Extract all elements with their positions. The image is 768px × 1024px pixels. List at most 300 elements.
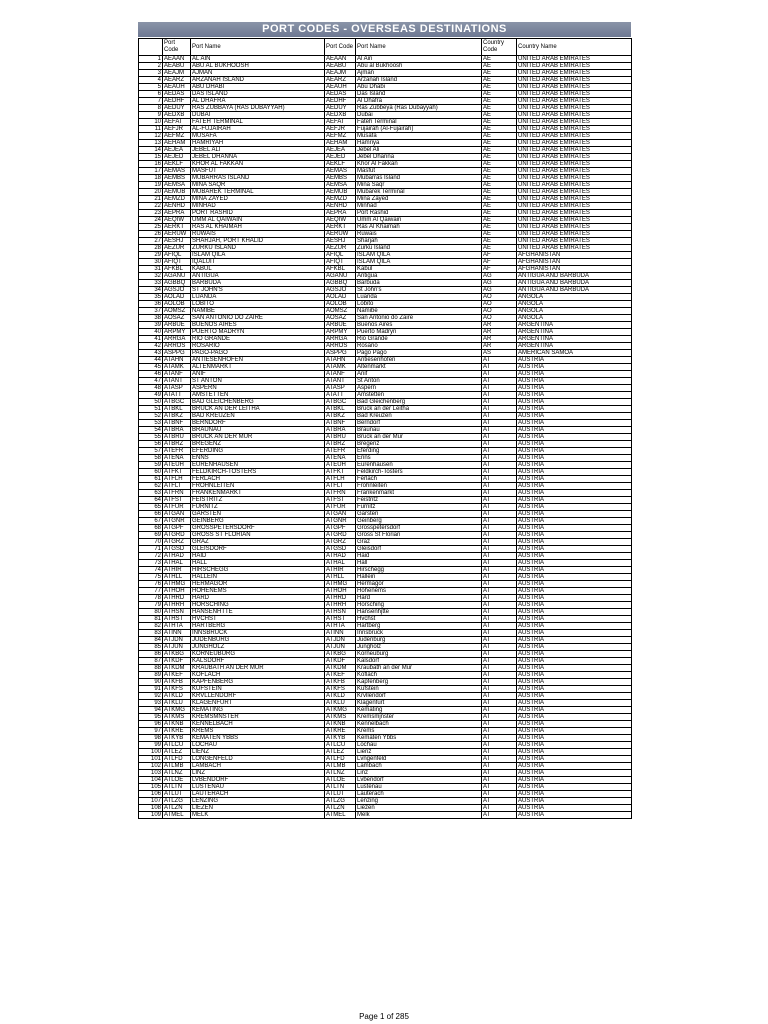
port-code-cell: ATHAL — [163, 560, 191, 567]
table-row — [139, 588, 632, 595]
table-row — [139, 91, 632, 98]
port-code-alt-cell: AEKLF — [325, 161, 356, 168]
table-row — [139, 399, 632, 406]
port-code-cell: AEFAT — [163, 119, 191, 126]
row-number-cell: 47 — [139, 378, 163, 385]
port-code-cell: ATJUN — [163, 644, 191, 651]
port-name-alt-cell: Masfut — [356, 168, 482, 175]
table-row — [139, 168, 632, 175]
row-number-cell: 15 — [139, 154, 163, 161]
port-code-cell: AEJED — [163, 154, 191, 161]
table-row — [139, 763, 632, 770]
country-name-cell: AUSTRIA — [517, 798, 632, 805]
table-row — [139, 378, 632, 385]
port-name-alt-cell: Garsten — [356, 511, 482, 518]
country-code-cell: AT — [482, 679, 517, 686]
port-code-cell: ATINN — [163, 630, 191, 637]
port-name-cell: SAN ANTONIO DO ZAIRE — [191, 315, 325, 322]
port-name-alt-cell: Das Island — [356, 91, 482, 98]
port-name-alt-cell: Hohenems — [356, 588, 482, 595]
row-number-cell: 29 — [139, 252, 163, 259]
port-name-cell: MUBAREK TERMINAL — [191, 189, 325, 196]
port-name-cell: KHOR AL FAKKAN — [191, 161, 325, 168]
country-code-cell: AE — [482, 224, 517, 231]
port-name-cell: MINA ZAYED — [191, 196, 325, 203]
page-title: PORT CODES - OVERSEAS DESTINATIONS — [138, 22, 631, 37]
port-code-cell: AFIQL — [163, 252, 191, 259]
port-name-cell: KEMATEN YBBS — [191, 735, 325, 742]
table-row — [139, 98, 632, 105]
country-name-cell: AUSTRIA — [517, 672, 632, 679]
port-name-alt-cell: Braunau — [356, 427, 482, 434]
port-name-cell: GROSSPETERSDORF — [191, 525, 325, 532]
row-number-cell: 101 — [139, 756, 163, 763]
table-row — [139, 756, 632, 763]
country-name-cell: AUSTRIA — [517, 490, 632, 497]
port-name-alt-cell: Feistritz — [356, 497, 482, 504]
port-code-cell: ATANF — [163, 371, 191, 378]
table-row — [139, 602, 632, 609]
port-name-alt-cell: Jebel Dhanna — [356, 154, 482, 161]
port-name-cell: BRAUNAU — [191, 427, 325, 434]
port-code-alt-cell: ATHMG — [325, 581, 356, 588]
row-number-cell: 44 — [139, 357, 163, 364]
table-row — [139, 266, 632, 273]
country-code-cell: AF — [482, 259, 517, 266]
port-code-alt-cell: ATFKT — [325, 469, 356, 476]
table-row — [139, 700, 632, 707]
table-row — [139, 616, 632, 623]
table-row — [139, 308, 632, 315]
port-code-alt-cell: ATBRA — [325, 427, 356, 434]
country-name-cell: UNITED ARAB EMIRATES — [517, 70, 632, 77]
country-name-cell: AUSTRIA — [517, 567, 632, 574]
port-code-alt-cell: AEABU — [325, 63, 356, 70]
table-row — [139, 357, 632, 364]
port-name-cell: RAS ZUBBAYA (RAS DUBAYYAH) — [191, 105, 325, 112]
port-name-cell: LENZING — [191, 798, 325, 805]
port-code-alt-cell: AEAUH — [325, 84, 356, 91]
port-code-cell: ATHOH — [163, 588, 191, 595]
row-number-cell: 26 — [139, 231, 163, 238]
port-name-alt-cell: Antiesenhofen — [356, 357, 482, 364]
port-code-alt-cell: ATBRZ — [325, 441, 356, 448]
port-code-alt-cell: AESHJ — [325, 238, 356, 245]
port-name-cell: ANTIGUA — [191, 273, 325, 280]
country-name-cell: AUSTRIA — [517, 700, 632, 707]
port-name-alt-cell: Mina Saqr — [356, 182, 482, 189]
table-row — [139, 770, 632, 777]
port-name-cell: ST ANTON — [191, 378, 325, 385]
port-name-alt-cell: ISLAM QILA — [356, 259, 482, 266]
port-name-alt-cell: Hirschegg — [356, 567, 482, 574]
country-name-cell: UNITED ARAB EMIRATES — [517, 231, 632, 238]
row-number-cell: 46 — [139, 371, 163, 378]
port-code-alt-cell: ATASP — [325, 385, 356, 392]
row-number-cell: 69 — [139, 532, 163, 539]
table-row — [139, 476, 632, 483]
country-name-cell: AUSTRIA — [517, 539, 632, 546]
row-number-cell: 39 — [139, 322, 163, 329]
country-name-cell: UNITED ARAB EMIRATES — [517, 203, 632, 210]
port-name-cell: RIO GRANDE — [191, 336, 325, 343]
country-code-cell: AE — [482, 119, 517, 126]
port-code-cell: ATBGC — [163, 399, 191, 406]
row-number-cell: 75 — [139, 574, 163, 581]
country-code-cell: AT — [482, 567, 517, 574]
port-name-cell: FATEH TERMINAL — [191, 119, 325, 126]
port-code-cell: ATKFS — [163, 686, 191, 693]
country-code-cell: AT — [482, 574, 517, 581]
port-name-alt-cell: Judenburg — [356, 637, 482, 644]
row-number-cell: 66 — [139, 511, 163, 518]
port-name-cell: FERLACH — [191, 476, 325, 483]
port-name-alt-cell: St Anton — [356, 378, 482, 385]
country-name-cell: AUSTRIA — [517, 518, 632, 525]
port-name-alt-cell: Musafa — [356, 133, 482, 140]
port-code-alt-cell: ATBKZ — [325, 413, 356, 420]
table-row — [139, 217, 632, 224]
row-number-cell: 11 — [139, 126, 163, 133]
port-name-alt-cell: Krvllendorf — [356, 693, 482, 700]
port-name-alt-cell: Umm Al Qaiwain — [356, 217, 482, 224]
country-code-cell: AG — [482, 280, 517, 287]
country-name-cell: ARGENTINA — [517, 336, 632, 343]
port-name-alt-cell: Ferlach — [356, 476, 482, 483]
country-name-cell: ARGENTINA — [517, 343, 632, 350]
port-code-alt-cell: ATANF — [325, 371, 356, 378]
port-code-cell: ATGRD — [163, 532, 191, 539]
port-code-cell: ATANT — [163, 378, 191, 385]
port-name-cell: AMSTETTEN — [191, 392, 325, 399]
port-name-alt-cell: Rosario — [356, 343, 482, 350]
port-name-alt-cell: Kemating — [356, 707, 482, 714]
port-name-cell: ABU DHABI — [191, 84, 325, 91]
country-name-cell: AUSTRIA — [517, 378, 632, 385]
port-code-alt-cell: ATKDM — [325, 665, 356, 672]
port-name-alt-cell: Jebel Ali — [356, 147, 482, 154]
port-name-cell: KLAGENFURT — [191, 700, 325, 707]
port-code-alt-cell: AEMSA — [325, 182, 356, 189]
port-name-alt-cell: Lochau — [356, 742, 482, 749]
country-name-cell: UNITED ARAB EMIRATES — [517, 84, 632, 91]
port-name-cell: GARSTEN — [191, 511, 325, 518]
port-name-alt-cell: Lambach — [356, 763, 482, 770]
port-code-cell: ATGRZ — [163, 539, 191, 546]
port-code-alt-cell: ATLEZ — [325, 749, 356, 756]
port-code-alt-cell: ATFST — [325, 497, 356, 504]
port-code-cell: ATGPF — [163, 525, 191, 532]
port-name-cell: LOCHAU — [191, 742, 325, 749]
port-name-cell: PORT RASHID — [191, 210, 325, 217]
country-name-cell: AUSTRIA — [517, 532, 632, 539]
country-code-cell: AT — [482, 812, 517, 819]
country-name-cell: AUSTRIA — [517, 679, 632, 686]
country-code-cell: AT — [482, 364, 517, 371]
country-name-cell: UNITED ARAB EMIRATES — [517, 238, 632, 245]
port-code-cell: AEDHF — [163, 98, 191, 105]
row-number-cell: 107 — [139, 798, 163, 805]
country-code-cell: AT — [482, 483, 517, 490]
port-code-cell: AOSAZ — [163, 315, 191, 322]
port-name-cell: KORNEUBURG — [191, 651, 325, 658]
port-code-cell: AEDAS — [163, 91, 191, 98]
country-code-cell: AT — [482, 525, 517, 532]
country-code-cell: AR — [482, 336, 517, 343]
port-code-alt-cell: ATAHN — [325, 357, 356, 364]
port-code-cell: ARPMY — [163, 329, 191, 336]
port-name-cell: ISLAM QILA — [191, 252, 325, 259]
port-code-cell: ARROS — [163, 343, 191, 350]
table-row — [139, 532, 632, 539]
table-row — [139, 777, 632, 784]
table-row — [139, 231, 632, 238]
port-code-alt-cell: AEPRA — [325, 210, 356, 217]
country-code-cell: AT — [482, 385, 517, 392]
country-name-cell: ANGOLA — [517, 315, 632, 322]
country-name-cell: AUSTRIA — [517, 546, 632, 553]
table-row — [139, 238, 632, 245]
table-row — [139, 644, 632, 651]
port-name-cell: LOBITO — [191, 301, 325, 308]
port-name-alt-cell: Mubarek Terminal — [356, 189, 482, 196]
port-code-cell: AOLAD — [163, 294, 191, 301]
port-name-alt-cell: St John's — [356, 287, 482, 294]
port-code-alt-cell: ATHRH — [325, 602, 356, 609]
port-code-alt-cell: AFIQT — [325, 259, 356, 266]
country-name-cell: AUSTRIA — [517, 693, 632, 700]
table-row — [139, 805, 632, 812]
country-name-cell: AFGHANISTAN — [517, 259, 632, 266]
country-code-cell: AE — [482, 91, 517, 98]
table-row — [139, 455, 632, 462]
port-code-cell: AEKLF — [163, 161, 191, 168]
port-code-alt-cell: ATEFR — [325, 448, 356, 455]
row-number-cell: 3 — [139, 70, 163, 77]
row-number-cell: 102 — [139, 763, 163, 770]
row-number-cell: 81 — [139, 616, 163, 623]
country-name-cell: UNITED ARAB EMIRATES — [517, 140, 632, 147]
port-name-cell: FEISTRITZ — [191, 497, 325, 504]
country-code-cell: AE — [482, 140, 517, 147]
country-name-cell: AUSTRIA — [517, 560, 632, 567]
port-code-cell: ATFLT — [163, 483, 191, 490]
table-row — [139, 434, 632, 441]
table-row — [139, 56, 632, 63]
table-row — [139, 287, 632, 294]
port-name-alt-cell: Feldkirch-Tosters — [356, 469, 482, 476]
port-code-alt-cell: ATLUT — [325, 791, 356, 798]
table-row — [139, 259, 632, 266]
port-code-cell: ATBNF — [163, 420, 191, 427]
port-code-cell: ATEUH — [163, 462, 191, 469]
country-name-cell: UNITED ARAB EMIRATES — [517, 175, 632, 182]
port-code-cell: ATHAD — [163, 553, 191, 560]
country-name-cell: AUSTRIA — [517, 812, 632, 819]
table-body — [139, 56, 632, 819]
row-number-cell: 30 — [139, 259, 163, 266]
port-name-cell: ALTENMARKT — [191, 364, 325, 371]
country-code-cell: AT — [482, 448, 517, 455]
country-code-cell: AT — [482, 700, 517, 707]
country-name-cell: AUSTRIA — [517, 441, 632, 448]
country-code-cell: AT — [482, 798, 517, 805]
port-code-cell: ATHRD — [163, 595, 191, 602]
port-name-cell: LAMBACH — [191, 763, 325, 770]
port-code-cell: AFIQT — [163, 259, 191, 266]
port-code-alt-cell: ATLCU — [325, 742, 356, 749]
port-name-alt-cell: Khor Al Fakkan — [356, 161, 482, 168]
port-code-cell: ATBKZ — [163, 413, 191, 420]
row-number-cell: 64 — [139, 497, 163, 504]
port-code-cell: ATHRH — [163, 602, 191, 609]
row-number-cell: 53 — [139, 420, 163, 427]
table-row — [139, 371, 632, 378]
port-name-cell: HIRSCHEGG — [191, 567, 325, 574]
country-name-cell: AUSTRIA — [517, 651, 632, 658]
port-name-cell: HORSCHING — [191, 602, 325, 609]
table-row — [139, 203, 632, 210]
country-name-cell: AUSTRIA — [517, 714, 632, 721]
port-code-alt-cell: ATATT — [325, 392, 356, 399]
port-name-cell: MUSAFA — [191, 133, 325, 140]
table-row — [139, 525, 632, 532]
port-name-cell: RUWAIS — [191, 231, 325, 238]
port-name-alt-cell: Zurku Island — [356, 245, 482, 252]
port-code-alt-cell: AEHAM — [325, 140, 356, 147]
port-name-alt-cell: Lustenau — [356, 784, 482, 791]
country-code-cell: AE — [482, 231, 517, 238]
row-number-cell: 5 — [139, 84, 163, 91]
country-code-cell: AO — [482, 294, 517, 301]
row-number-cell: 55 — [139, 434, 163, 441]
port-name-alt-cell: Lienz — [356, 749, 482, 756]
port-code-alt-cell: ATEUH — [325, 462, 356, 469]
port-code-cell: ATLMB — [163, 763, 191, 770]
port-name-alt-cell: Pago Pago — [356, 350, 482, 357]
country-code-cell: AS — [482, 350, 517, 357]
port-code-cell: ATJDN — [163, 637, 191, 644]
country-code-cell: AT — [482, 553, 517, 560]
port-code-cell: AEFJR — [163, 126, 191, 133]
port-code-alt-cell: ARPMY — [325, 329, 356, 336]
port-name-alt-cell: Kabul — [356, 266, 482, 273]
port-code-alt-cell: ATFUR — [325, 504, 356, 511]
port-name-cell: KREMSMNSTER — [191, 714, 325, 721]
row-number-cell: 97 — [139, 728, 163, 735]
country-code-cell: AT — [482, 413, 517, 420]
port-name-alt-cell: Krems — [356, 728, 482, 735]
port-name-cell: ANIF — [191, 371, 325, 378]
country-name-cell: AUSTRIA — [517, 364, 632, 371]
country-code-cell: AE — [482, 126, 517, 133]
row-number-cell: 63 — [139, 490, 163, 497]
table-row — [139, 420, 632, 427]
row-number-cell: 22 — [139, 203, 163, 210]
port-name-cell: FURNITZ — [191, 504, 325, 511]
table-row — [139, 609, 632, 616]
port-code-alt-cell: AOLAD — [325, 294, 356, 301]
port-name-cell: KREMS — [191, 728, 325, 735]
country-code-cell: AT — [482, 392, 517, 399]
port-code-cell: ATFST — [163, 497, 191, 504]
port-code-cell: ATBRZ — [163, 441, 191, 448]
row-number-cell: 78 — [139, 595, 163, 602]
row-number-cell: 9 — [139, 112, 163, 119]
row-number-cell: 109 — [139, 812, 163, 819]
row-number-cell: 104 — [139, 777, 163, 784]
table-row — [139, 749, 632, 756]
row-number-cell: 25 — [139, 224, 163, 231]
country-code-cell: AE — [482, 238, 517, 245]
table-row — [139, 315, 632, 322]
country-name-cell: AUSTRIA — [517, 637, 632, 644]
port-name-alt-cell: Mina Zayed — [356, 196, 482, 203]
port-name-cell: ZURKU ISLAND — [191, 245, 325, 252]
port-code-cell: ATFRN — [163, 490, 191, 497]
row-number-cell: 33 — [139, 280, 163, 287]
port-code-alt-cell: ATINN — [325, 630, 356, 637]
country-code-cell: AG — [482, 273, 517, 280]
port-code-cell: ATLCU — [163, 742, 191, 749]
row-number-cell: 83 — [139, 630, 163, 637]
port-name-alt-cell: Hartberg — [356, 623, 482, 630]
port-name-cell: MINA SAQR — [191, 182, 325, 189]
country-name-cell: AFGHANISTAN — [517, 252, 632, 259]
country-name-cell: UNITED ARAB EMIRATES — [517, 77, 632, 84]
country-code-cell: AE — [482, 175, 517, 182]
table-row — [139, 595, 632, 602]
port-name-cell: BREGENZ — [191, 441, 325, 448]
row-number-cell: 95 — [139, 714, 163, 721]
port-code-alt-cell: ATBKL — [325, 406, 356, 413]
port-name-cell: DAS ISLAND — [191, 91, 325, 98]
port-code-cell: AEMAS — [163, 168, 191, 175]
row-number-cell: 72 — [139, 553, 163, 560]
table-row — [139, 693, 632, 700]
country-name-cell: UNITED ARAB EMIRATES — [517, 168, 632, 175]
table-row — [139, 567, 632, 574]
port-code-alt-cell: ARRGA — [325, 336, 356, 343]
port-code-alt-cell: ATKRE — [325, 728, 356, 735]
country-name-cell: UNITED ARAB EMIRATES — [517, 245, 632, 252]
port-code-alt-cell: AEMUB — [325, 189, 356, 196]
port-name-alt-cell: Bruck an der Mur — [356, 434, 482, 441]
port-code-alt-cell: ATKMG — [325, 707, 356, 714]
table-row — [139, 147, 632, 154]
port-code-cell: ATFUR — [163, 504, 191, 511]
port-code-cell: ATHMG — [163, 581, 191, 588]
port-code-cell: ATLFD — [163, 756, 191, 763]
port-code-cell: AERKT — [163, 224, 191, 231]
port-name-alt-cell: Haid — [356, 553, 482, 560]
row-number-cell: 24 — [139, 217, 163, 224]
port-code-alt-cell: ATLMB — [325, 763, 356, 770]
port-name-cell: GEINBERG — [191, 518, 325, 525]
row-number-cell: 6 — [139, 91, 163, 98]
country-name-cell: AUSTRIA — [517, 455, 632, 462]
port-code-cell: ATKMG — [163, 707, 191, 714]
country-name-cell: AUSTRIA — [517, 665, 632, 672]
country-code-cell: AT — [482, 560, 517, 567]
table-row — [139, 182, 632, 189]
port-code-cell: ATGAN — [163, 511, 191, 518]
port-code-alt-cell: ATFLT — [325, 483, 356, 490]
port-code-alt-cell: AEFMZ — [325, 133, 356, 140]
port-name-alt-cell: Ajman — [356, 70, 482, 77]
port-name-cell: HARD — [191, 595, 325, 602]
port-code-cell: ATEFR — [163, 448, 191, 455]
